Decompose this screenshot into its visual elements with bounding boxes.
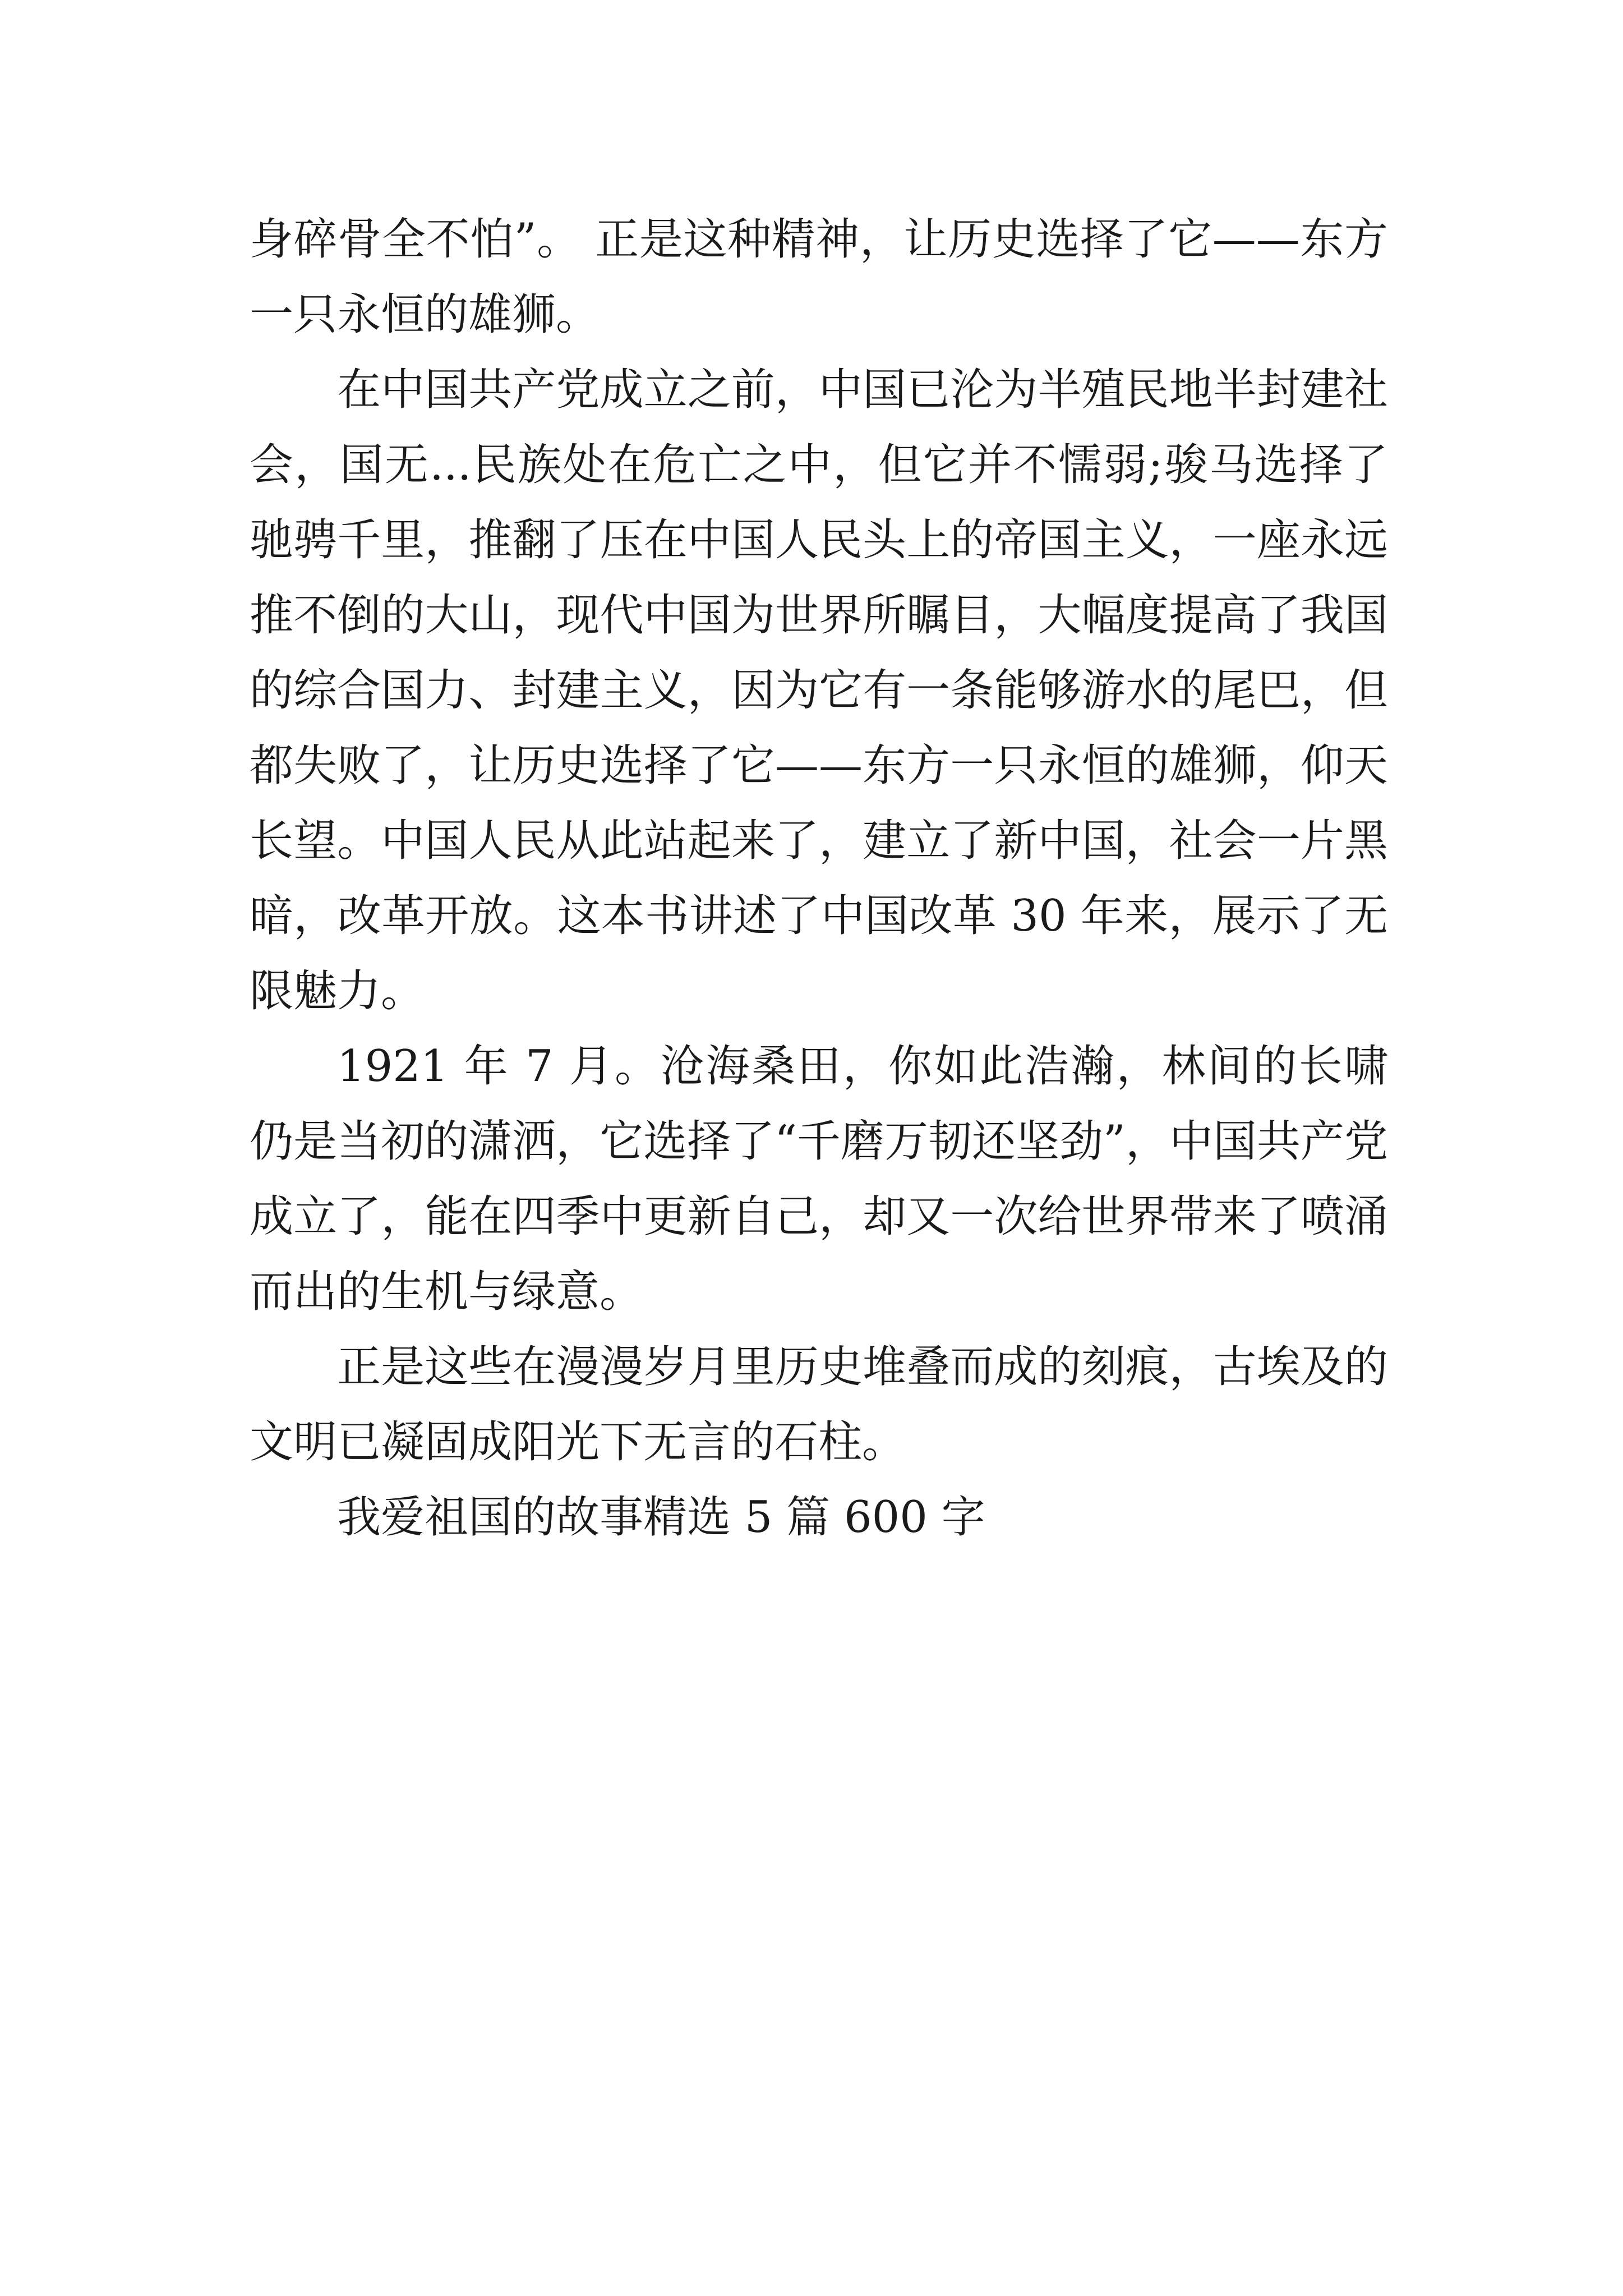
paragraph-history-before-party: 在中国共产党成立之前，中国已沦为半殖民地半封建社会，国无...民族处在危亡之中，但它并不懦弱;骏马选择了驰骋千里，推翻了压在中国人民头上的帝国主义，一座永远推不倒的大山，现代中国为世界所瞩目，大幅度提高了我国的综合国力、封建主义，因为它有一条能够游水的尾巴，但都失败了，让历史选择了它——东方一只永恒的雄狮，仰天长望。中国人民从此站起来了，建立了新中国，社会一片黑暗，改革开放。这本书讲述了中国改革 30 年来，展示了无限魅力。 — [250, 365, 1388, 1016]
paragraph-essay-title: 我爱祖国的故事精选 5 篇 600 字 — [337, 1492, 985, 1543]
paragraph-continuation: 身碎骨全不怕”。 正是这种精神，让历史选择了它——东方一只永恒的雄狮。 — [250, 214, 1388, 340]
document-body — [250, 202, 1388, 1555]
paragraph-1921-founding: 1921 年 7 月。沧海桑田，你如此浩瀚，林间的长啸仍是当初的潇洒，它选择了“千磨万韧还坚劲”，中国共产党成立了，能在四季中更新自己，却又一次给世界带来了喷涌而出的生机与绿意。 — [250, 1041, 1388, 1317]
paragraph-egypt-pillars: 正是这些在漫漫岁月里历史堆叠而成的刻痕，古埃及的文明已凝固成阳光下无言的石柱。 — [250, 1342, 1388, 1467]
